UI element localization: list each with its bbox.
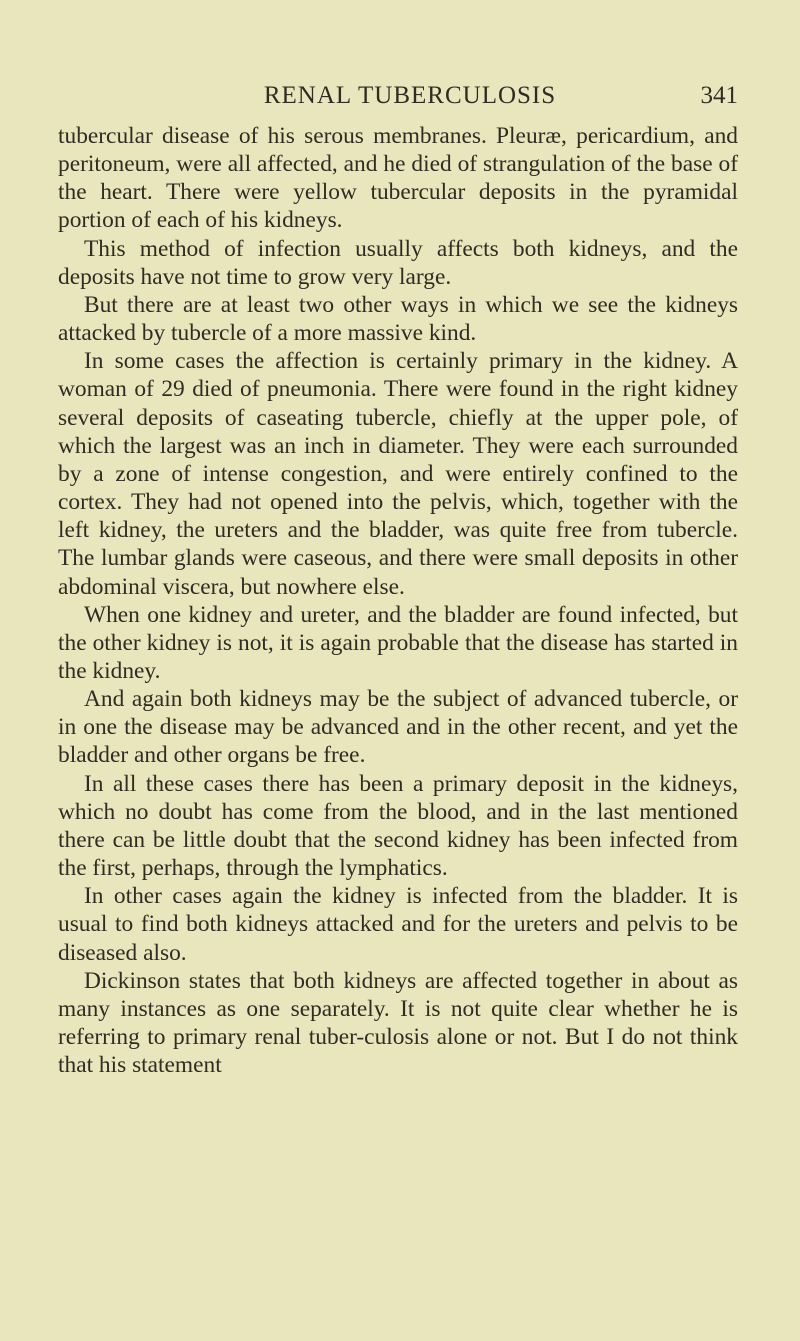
paragraph: When one kidney and ureter, and the bladder are found infected, but the other kidney is not, it is again probable that the disease has started in the kidney.: [58, 601, 738, 684]
paragraph: But there are at least two other ways in which we see the kidneys attacked by tubercle of a more massive kind.: [58, 291, 738, 347]
paragraph: This method of infection usually affects both kidneys, and the deposits have not time to grow very large.: [58, 235, 738, 290]
running-head: [60, 82, 740, 122]
paragraph-continuation: tubercular disease of his serous membranes. Pleuræ, pericardium, and peritoneum, were all affected, and he died of strangulation of the base of the heart. There were yellow tubercular deposits in the pyramidal portion of each of his kidneys.: [58, 123, 738, 234]
body-text: [58, 122, 738, 1079]
running-title: RENAL TUBERCULOSIS: [263, 82, 557, 109]
paragraph: And again both kidneys may be the subject of advanced tubercle, or in one the disease may be advanced and in the other recent, and yet the bladder and other organs be free.: [58, 686, 738, 769]
paragraph: Dickinson states that both kidneys are affected together in about as many instances as one separately. It is not quite clear whether he is referring to primary renal tuber-culosis alone or not. But I do not think that his statement: [58, 967, 738, 1079]
page-number: 341: [700, 82, 738, 109]
paragraph: In all these cases there has been a primary deposit in the kidneys, which no doubt has come from the blood, and in the last mentioned there can be little doubt that the second kidney has been infected from the first, perhaps, through the lymphatics.: [58, 770, 738, 882]
paragraph: In other cases again the kidney is infected from the bladder. It is usual to find both kidneys attacked and for the ureters and pelvis to be diseased also.: [58, 883, 738, 966]
paragraph: In some cases the affection is certainly primary in the kidney. A woman of 29 died of pneumonia. There were found in the right kidney several deposits of caseating tubercle, chiefly at the upper pole, of which the largest was an inch in diameter. They were each surrounded by a zone of intense congestion, and were entirely confined to the cortex. They had not opened into the pelvis, which, together with the left kidney, the ureters and the bladder, was quite free from tubercle. The lumbar glands were caseous, and there were small deposits in other abdominal viscera, but nowhere else.: [58, 348, 738, 600]
